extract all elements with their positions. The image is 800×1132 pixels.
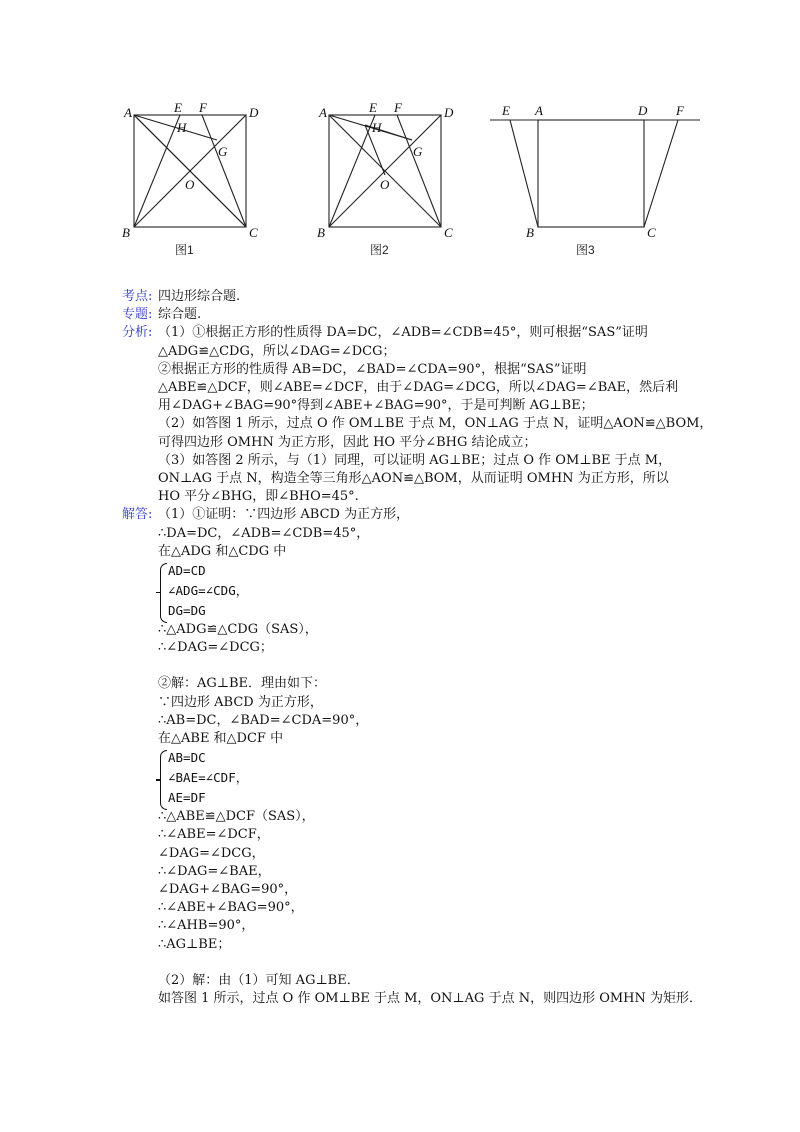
fenxi-line: △ABE≌△DCF，则∠ABE=∠DCF，由于∠DAG=∠DCG，所以∠DAG=∠BAE，然后利	[158, 380, 679, 396]
jieda-row	[122, 506, 702, 524]
fig3-label-e: E	[502, 103, 510, 118]
fig1-label-o: O	[185, 177, 195, 192]
jieda-line: 如答图 1 所示，过点 O 作 OM⊥BE 于点 M，ON⊥AG 于点 N，则四边形 OMHN 为矩形．	[158, 991, 703, 1007]
figure-3	[490, 95, 705, 257]
equation-system-2	[122, 748, 702, 808]
fenxi-line: （1）①根据正方形的性质得 DA=DC，∠ADB=∠CDB=45°，则可根据“SAS”证明	[158, 325, 648, 341]
fig2-label-o: O	[380, 177, 390, 192]
fenxi-line: （3）如答图 2 所示，与（1）同理，可以证明 AG⊥BE；过点 O 作 OM⊥BE 于点 M，	[158, 452, 672, 468]
figure-3-caption: 图3	[576, 243, 595, 257]
equation-system-1	[122, 561, 702, 621]
jieda-line: 在△ABE 和△DCF 中	[158, 731, 284, 747]
jieda-line: ∴∠AHB=90°，	[158, 918, 255, 934]
fenxi-tag: 分析:	[122, 325, 153, 341]
solution-content	[122, 288, 713, 1008]
figure-1-diagram	[110, 95, 260, 245]
zhuanti-tag: 专题:	[122, 307, 153, 323]
spacer	[122, 657, 702, 675]
figure-2-diagram	[305, 95, 455, 245]
figure-1	[110, 95, 260, 257]
jieda-line: ∴AB=DC，∠BAD=∠CDA=90°，	[158, 712, 369, 728]
figure-2	[305, 95, 455, 257]
fig3-label-b: B	[526, 225, 534, 240]
equation-line: ∠ADG=∠CDG，	[168, 583, 249, 599]
fig1-label-e: E	[174, 100, 182, 115]
kaodian-text: 四边形综合题.	[158, 289, 241, 304]
fig1-label-d: D	[249, 105, 259, 120]
fig3-label-d: D	[638, 103, 648, 118]
fig1-label-g: G	[218, 144, 228, 159]
fig1-label-a: A	[124, 105, 132, 120]
equation-line: DG=DG	[168, 603, 206, 619]
fenxi-line: 用∠DAG+∠BAG=90°得到∠ABE+∠BAG=90°，于是可判断 AG⊥BE；	[158, 398, 594, 414]
fenxi-line: HO 平分∠BHG，即∠BHO=45°.	[158, 489, 359, 505]
spacer	[122, 954, 702, 972]
fig2-label-a: A	[319, 105, 327, 120]
equation-line: AD=CD	[168, 563, 206, 579]
kaodian-tag: 考点:	[122, 289, 153, 304]
jieda-line: ②解：AG⊥BE．理由如下：	[158, 676, 327, 692]
jieda-line: ∴∠DAG=∠BAE，	[158, 863, 271, 879]
fig3-label-a: A	[535, 103, 543, 118]
fig2-label-e: E	[369, 100, 377, 115]
figure-1-caption: 图1	[175, 243, 194, 257]
fig2-label-g: G	[413, 144, 423, 159]
fenxi-row	[122, 324, 702, 342]
fig3-label-c: C	[647, 225, 656, 240]
equation-line: AB=DC	[168, 750, 206, 766]
fig1-label-h: H	[177, 120, 187, 135]
fig2-label-h: H	[372, 120, 382, 135]
fenxi-line: △ADG≌△CDG，所以∠DAG=∠DCG；	[158, 343, 396, 359]
fig1-label-c: C	[249, 225, 258, 240]
jieda-line: ∴∠DAG=∠DCG；	[158, 640, 273, 656]
fig2-label-d: D	[444, 105, 454, 120]
fenxi-line: ON⊥AG 于点 N，构造全等三角形△AON≌△BOM，从而证明 OMHN 为正方形，所以	[158, 471, 669, 487]
equation-line: ∠BAE=∠CDF，	[168, 770, 249, 786]
fig1-label-b: B	[122, 225, 130, 240]
jieda-line: ∵四边形 ABCD 为正方形，	[158, 694, 323, 710]
figures-area	[110, 95, 710, 270]
left-brace	[160, 563, 167, 623]
jieda-tag: 解答:	[122, 507, 153, 523]
fenxi-line: （2）如答图 1 所示，过点 O 作 OM⊥BE 于点 M，ON⊥AG 于点 N，证明△AON≌△BOM，	[158, 416, 713, 432]
jieda-line: 在△ADG 和△CDG 中	[158, 543, 287, 559]
jieda-line: ∴∠ABE+∠BAG=90°，	[158, 900, 304, 916]
jieda-line: （1）①证明：∵四边形 ABCD 为正方形，	[158, 507, 410, 523]
figure-2-caption: 图2	[370, 243, 389, 257]
equation-line: AE=DF	[168, 790, 206, 806]
jieda-line: ∴AG⊥BE；	[158, 936, 231, 952]
fig2-label-b: B	[317, 225, 325, 240]
fenxi-line: ②根据正方形的性质得 AB=DC，∠BAD=∠CDA=90°，根据“SAS”证明	[158, 361, 587, 377]
fig2-label-c: C	[444, 225, 453, 240]
left-brace	[160, 750, 167, 810]
figure-3-diagram	[490, 95, 705, 245]
jieda-line: ∠DAG+∠BAG=90°，	[158, 882, 298, 898]
jieda-line: ∴△ADG≌△CDG（SAS），	[158, 622, 318, 638]
fig1-label-f: F	[199, 100, 207, 115]
fig3-label-f: F	[676, 103, 684, 118]
fig2-label-f: F	[394, 100, 402, 115]
jieda-line: ∠DAG=∠DCG，	[158, 845, 265, 861]
fenxi-line: 可得四边形 OMHN 为正方形，因此 HO 平分∠BHG 结论成立；	[158, 434, 537, 450]
kaodian-row	[122, 288, 702, 306]
jieda-line: ∴∠ABE=∠DCF，	[158, 827, 270, 843]
zhuanti-text: 综合题.	[158, 307, 202, 323]
jieda-line: ∴DA=DC，∠ADB=∠CDB=45°，	[158, 525, 370, 541]
zhuanti-row	[122, 306, 702, 324]
jieda-line: ∴△ABE≌△DCF（SAS），	[158, 809, 315, 825]
jieda-line: （2）解：由（1）可知 AG⊥BE．	[158, 972, 360, 988]
